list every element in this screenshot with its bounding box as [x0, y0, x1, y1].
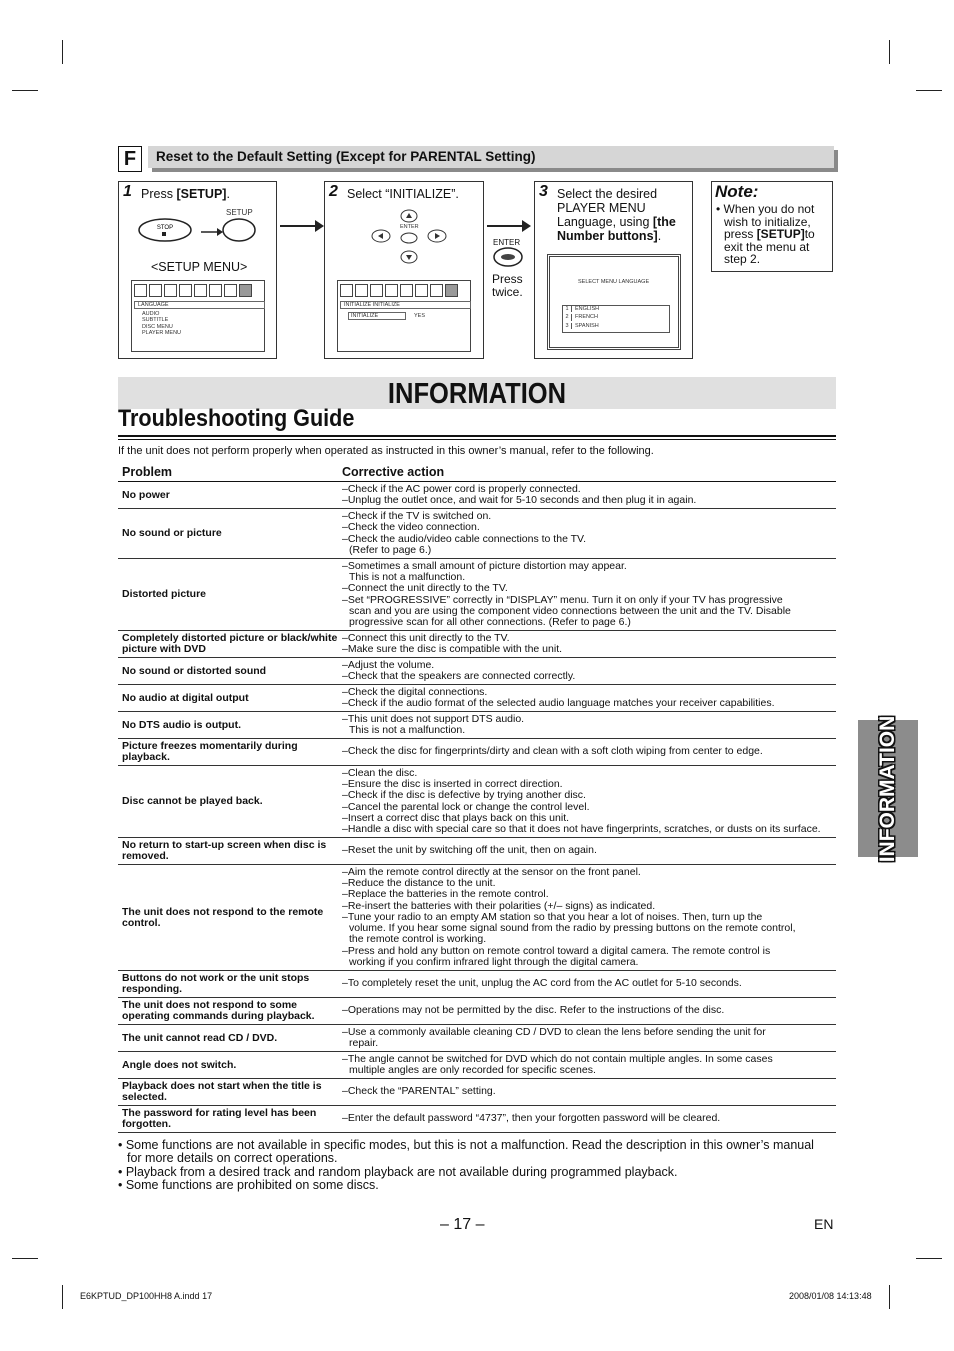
- action-cell: [338, 1027, 836, 1049]
- action-line: –The angle cannot be switched for DVD which do not contain multiple angles. In some cases: [342, 1052, 773, 1065]
- table-row: [118, 509, 836, 559]
- screen-bar: INITIALIZE INITIALIZE: [340, 301, 471, 309]
- step-3-text: Select the desired PLAYER MENU Language, using [the Number buttons].: [557, 187, 676, 243]
- step-1-box: [118, 181, 277, 359]
- troubleshooting-title: Troubleshooting Guide: [118, 405, 355, 432]
- action-line: working if you confirm infrared light through the digital camera.: [349, 955, 639, 968]
- stop-setup-buttons-icon: [137, 216, 257, 246]
- action-cell: [338, 561, 836, 628]
- action-cell: [338, 978, 836, 989]
- action-line: the remote control is working.: [349, 933, 487, 946]
- problem-cell: The unit does not respond to some operating commands during playback.: [122, 999, 315, 1022]
- enter-button-icon: [492, 246, 524, 268]
- svg-text:STOP: STOP: [156, 225, 174, 231]
- action-line: –Insert a correct disc that plays back on this unit.: [342, 811, 570, 824]
- table-row: [118, 1106, 836, 1133]
- problem-cell: No power: [122, 488, 170, 501]
- action-line: This is not a malfunction.: [349, 571, 466, 584]
- step-2-box: [324, 181, 484, 359]
- screen-items: AUDIO SUBTITLE DISC MENU PLAYER MENU: [142, 311, 182, 337]
- problem-cell: The password for rating level has been forgotten.: [122, 1107, 317, 1130]
- troubleshooting-table: [118, 463, 836, 1133]
- enter-button-label: ENTER: [493, 238, 521, 247]
- action-line: –Check if the disc is defective by trying another disc.: [342, 789, 586, 802]
- problem-cell: The unit does not respond to the remote control.: [122, 905, 324, 929]
- title-rule: [118, 435, 836, 437]
- action-line: –Sometimes a small amount of picture distortion may appear.: [342, 559, 627, 572]
- table-row: [118, 658, 836, 685]
- action-cell: [338, 633, 836, 655]
- action-line: –Check that the speakers are connected correctly.: [342, 670, 576, 682]
- setup-menu-caption: <SETUP MENU>: [151, 260, 248, 274]
- table-row: [118, 1079, 836, 1106]
- action-line: –To completely reset the unit, unplug the AC cord from the AC outlet for 5-10 seconds.: [342, 977, 742, 990]
- action-line: –Check if the AC power cord is properly connected.: [342, 482, 581, 495]
- action-line: –Re-insert the batteries with their polarities (+/– signs) as indicated.: [342, 899, 656, 912]
- action-cell: [338, 484, 836, 506]
- problem-cell: Distorted picture: [122, 588, 207, 600]
- title-rule: [118, 439, 836, 440]
- problem-cell: No return to start-up screen when disc is removed.: [122, 839, 327, 862]
- intro-text: If the unit does not perform properly when operated as instructed in this owner’s manual, refer to the following.: [118, 445, 654, 457]
- column-header-action: Corrective action: [342, 465, 445, 479]
- action-line: –Use a commonly available cleaning CD / DVD to clean the lens before sending the unit for: [342, 1025, 766, 1038]
- table-row: [118, 685, 836, 712]
- action-cell: [338, 714, 836, 736]
- action-cell: [338, 511, 836, 556]
- setup-menu-screen: [131, 280, 265, 352]
- action-cell: [338, 746, 836, 757]
- page-number: – 17 –: [440, 1216, 485, 1233]
- action-line: scan and you are using the component video connections between the unit and the TV. Disable: [349, 604, 791, 617]
- step-number: 3: [539, 183, 548, 200]
- action-line: –Reset the unit by switching off the unit, then on again.: [342, 844, 597, 857]
- table-row: [118, 766, 836, 838]
- footnote: • Some functions are prohibited on some discs.: [118, 1177, 379, 1192]
- action-cell: [338, 768, 836, 835]
- step-number: 1: [123, 183, 132, 200]
- table-body: [118, 482, 836, 1133]
- action-line: progressive scan for all other connections. (Refer to page 6.): [349, 615, 631, 628]
- action-cell: [338, 845, 836, 856]
- action-line: –Tune your radio to an empty AM station so that you hear a lot of noises. Then, turn up the: [342, 910, 763, 923]
- section-title: Reset to the Default Setting (Except for PARENTAL Setting): [148, 146, 834, 168]
- problem-cell: Disc cannot be played back.: [122, 795, 263, 807]
- table-row: [118, 482, 836, 509]
- action-line: –Check if the audio format of the selected audio language matches your receiver capabilities.: [342, 697, 775, 709]
- table-row: [118, 998, 836, 1025]
- problem-cell: Playback does not start when the title is selected.: [122, 1080, 322, 1103]
- arrow-icon: [487, 225, 529, 227]
- direction-pad-icon: [369, 208, 449, 266]
- table-row: [118, 559, 836, 631]
- action-cell: [338, 687, 836, 709]
- press-twice-text: Press twice.: [492, 272, 523, 299]
- language-list: 1 ENGLISH 2 FRENCH 3 SPANISH: [562, 305, 670, 333]
- problem-cell: Buttons do not work or the unit stops responding.: [122, 972, 310, 995]
- action-line: –Replace the batteries in the remote control.: [342, 888, 549, 901]
- screen-item: INITIALIZE: [348, 312, 406, 320]
- footnote: • Some functions are not available in specific modes, but this is not a malfunction. Read the description in this owner’s manual for more details on correct operations.: [118, 1138, 814, 1166]
- problem-cell: Picture freezes momentarily during playback.: [122, 740, 298, 763]
- problem-cell: No DTS audio is output.: [122, 718, 241, 731]
- step-2-text: Select “INITIALIZE”.: [347, 187, 459, 201]
- problem-cell: Angle does not switch.: [122, 1058, 237, 1071]
- step-3-box: [534, 181, 693, 359]
- screen-value: YES: [414, 313, 426, 319]
- action-line: –Enter the default password “4737”, then your forgotten password will be cleared.: [342, 1112, 721, 1125]
- action-cell: [338, 1005, 836, 1016]
- column-header-problem: Problem: [122, 465, 173, 479]
- note-text: • When you do not wish to initialize, press [SETUP]to exit the menu at step 2.: [716, 202, 815, 267]
- action-line: –Connect the unit directly to the TV.: [342, 582, 508, 595]
- table-row: [118, 631, 836, 658]
- action-line: volume. If you hear some signal sound from the radio by pressing buttons on the remote control,: [349, 922, 796, 935]
- action-line: –This unit does not support DTS audio.: [342, 712, 525, 725]
- table-row: [118, 971, 836, 998]
- table-header: [118, 463, 836, 482]
- section-letter: F: [118, 146, 142, 172]
- table-row: [118, 1025, 836, 1052]
- language-code: EN: [814, 1216, 834, 1232]
- problem-cell: No sound or picture: [122, 527, 222, 539]
- table-row: [118, 838, 836, 865]
- action-line: –Check the audio/video cable connections to the TV.: [342, 532, 587, 545]
- screen-bar: LANGUAGE: [134, 301, 265, 309]
- problem-cell: Completely distorted picture or black/white picture with DVD: [122, 632, 338, 655]
- action-line: –Press and hold any button on remote control toward a digital camera. The remote control is: [342, 944, 771, 957]
- table-row: [118, 739, 836, 766]
- action-line: (Refer to page 6.): [349, 543, 432, 556]
- action-line: multiple angles are only recorded for specific scenes.: [349, 1064, 596, 1076]
- action-line: –Check the “PARENTAL” setting.: [342, 1085, 496, 1098]
- action-line: –Check the video connection.: [342, 521, 480, 534]
- action-line: –Check the disc for fingerprints/dirty and clean with a soft cloth wiping from center to edge.: [342, 745, 763, 758]
- action-cell: [338, 660, 836, 682]
- action-line: –Make sure the disc is compatible with the unit.: [342, 643, 563, 655]
- action-line: –Ensure the disc is inserted in correct direction.: [342, 778, 563, 791]
- menu-icon-row: [340, 284, 468, 298]
- table-row: [118, 712, 836, 739]
- footnotes: [118, 1139, 818, 1192]
- footer-timestamp: 2008/01/08 14:13:48: [789, 1291, 872, 1301]
- footnote: • Playback from a desired track and random playback are not available during programmed playback.: [118, 1164, 678, 1179]
- action-line: –Check if the TV is switched on.: [342, 510, 492, 523]
- action-line: This is not a malfunction.: [349, 724, 466, 736]
- note-box: [711, 181, 833, 272]
- enter-label: ENTER: [400, 224, 419, 230]
- action-cell: [338, 1054, 836, 1076]
- setup-button-label: SETUP: [226, 208, 253, 217]
- note-title: Note:: [715, 182, 759, 201]
- problem-cell: No audio at digital output: [122, 691, 249, 704]
- action-line: –Check the digital connections.: [342, 685, 488, 698]
- information-title: INFORMATION: [387, 378, 567, 410]
- screen-title: SELECT MENU LANGUAGE: [578, 279, 650, 285]
- information-side-tab: INFORMATION: [858, 720, 918, 857]
- action-line: –Connect this unit directly to the TV.: [342, 631, 510, 644]
- action-line: –Clean the disc.: [342, 766, 418, 779]
- language-screen: [547, 254, 681, 350]
- table-row: [118, 1052, 836, 1079]
- action-cell: [338, 867, 836, 968]
- action-cell: [338, 1086, 836, 1097]
- action-line: –Aim the remote control directly at the sensor on the front panel.: [342, 866, 641, 879]
- problem-cell: The unit cannot read CD / DVD.: [122, 1031, 278, 1044]
- action-line: –Operations may not be permitted by the disc. Refer to the instructions of the disc.: [342, 1004, 725, 1017]
- arrow-icon: [280, 225, 322, 227]
- action-line: –Set “PROGRESSIVE” correctly in “DISPLAY” menu. Turn it on only if your TV has progressive: [342, 593, 783, 606]
- menu-icon-row: [134, 284, 262, 298]
- action-line: –Adjust the volume.: [342, 658, 435, 671]
- problem-cell: No sound or distorted sound: [122, 664, 267, 677]
- footer-file: E6KPTUD_DP100HH8 A.indd 17: [80, 1291, 213, 1301]
- step-number: 2: [329, 183, 338, 200]
- initialize-screen: [337, 280, 471, 352]
- action-line: –Reduce the distance to the unit.: [342, 877, 496, 890]
- table-row: [118, 865, 836, 971]
- action-line: –Unplug the outlet once, and wait for 5-10 seconds and then plug it in again.: [342, 494, 697, 506]
- action-cell: [338, 1113, 836, 1124]
- action-line: repair.: [349, 1037, 379, 1049]
- step-1-text: Press [SETUP].: [141, 187, 230, 201]
- action-line: –Handle a disc with special care so that it does not have fingerprints, scratches, or dusts on its surface.: [342, 822, 821, 835]
- action-line: –Cancel the parental lock or change the control level.: [342, 800, 590, 813]
